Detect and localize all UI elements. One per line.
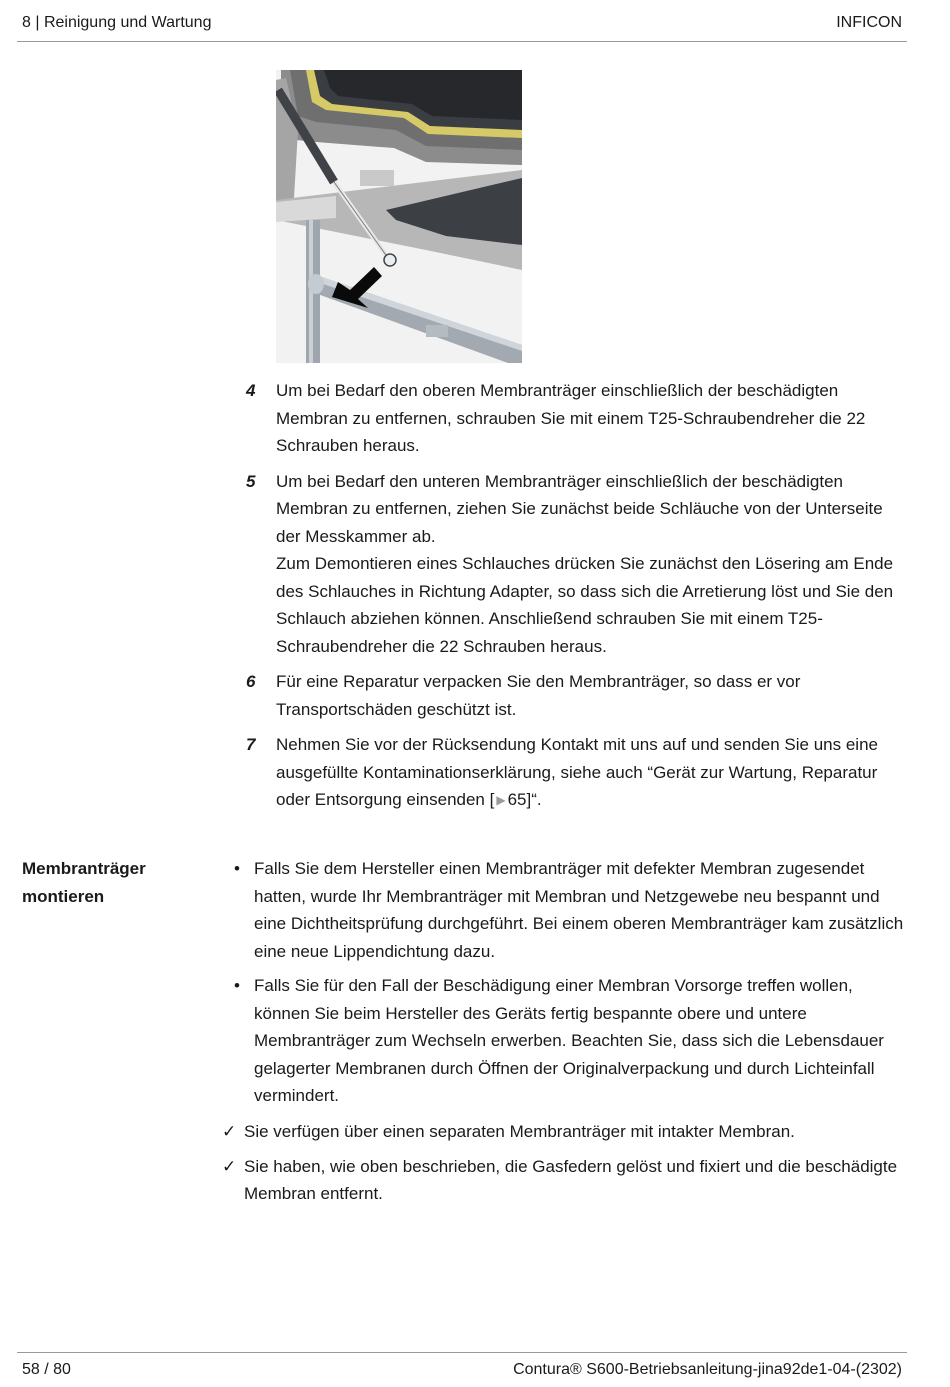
- step-text: Um bei Bedarf den unteren Membranträger einschließlich der beschädigten Membran zu entfernen, ziehen Sie zunächst beide Schläuche von der Unterseite der Messkammer ab.: [276, 471, 883, 546]
- list-item-text: Falls Sie dem Hersteller einen Membranträger mit defekter Membran zugesendet hatten, wurde Ihr Membranträger mit Membran und Netzgewebe neu bespannt und eine Dichtheitsprüfung durchgeführt. Bei einem oberen Membranträger kam zusätzlich eine neue Lippendichtung dazu.: [254, 859, 904, 961]
- step-number: 4: [246, 381, 256, 400]
- header-section-title: 8 | Reinigung und Wartung: [22, 14, 212, 31]
- step-number: 7: [246, 735, 256, 754]
- step-text-before: Nehmen Sie vor der Rücksendung Kontakt mit uns auf und senden Sie uns eine ausgefüllte Kontaminationserklärung, siehe auch “Gerät zur Wartung, Reparatur oder Entsorgung einsenden [: [276, 735, 878, 809]
- step-7: [246, 731, 906, 815]
- section-heading: [22, 855, 202, 910]
- header-brand: INFICON: [836, 14, 902, 31]
- prerequisite-text: Sie verfügen über einen separaten Membranträger mit intakter Membran.: [244, 1122, 795, 1141]
- step-6: [246, 668, 906, 723]
- prerequisite-item: [222, 1118, 904, 1146]
- step-5: [246, 468, 906, 661]
- section-heading-line2: montieren: [22, 886, 105, 906]
- document-title: Contura® S600-Betriebsanleitung-jina92de1-04-(2302): [513, 1361, 902, 1378]
- bullet-list: [232, 855, 904, 1117]
- bullet-icon: •: [234, 976, 240, 995]
- list-item: [232, 972, 904, 1110]
- prerequisite-item: [222, 1153, 904, 1208]
- footer-divider: [17, 1352, 907, 1353]
- step-text: Für eine Reparatur verpacken Sie den Membranträger, so dass er vor Transportschäden geschützt ist.: [276, 672, 801, 719]
- checkmark-icon: ✓: [222, 1122, 237, 1141]
- step-number: 5: [246, 471, 256, 491]
- step-number: 6: [246, 672, 256, 691]
- bullet-icon: •: [234, 859, 240, 878]
- step-text: Um bei Bedarf den oberen Membranträger einschließlich der beschädigten Membran zu entfernen, schrauben Sie mit einem T25-Schraubendreher die 22 Schrauben heraus.: [276, 381, 866, 455]
- prerequisite-list: [222, 1118, 904, 1215]
- prerequisite-text: Sie haben, wie oben beschrieben, die Gasfedern gelöst und fixiert und die beschädigte Membran entfernt.: [244, 1156, 898, 1203]
- step-4: [246, 377, 906, 460]
- step-text: [276, 731, 906, 815]
- page-reference-arrow-icon[interactable]: ▶: [496, 793, 506, 807]
- page-header: [22, 14, 902, 36]
- header-divider: [17, 41, 907, 42]
- procedure-steps: [246, 377, 906, 823]
- section-heading-line1: Membranträger: [22, 859, 146, 878]
- step-text-after: ]“.: [526, 790, 542, 809]
- list-item: [232, 855, 904, 965]
- list-item-text: Falls Sie für den Fall der Beschädigung einer Membran Vorsorge treffen wollen, können Sie beim Hersteller des Geräts fertig bespannte obere und untere Membranträger zum Wechseln erwerben. Beachten Sie, dass sich die Lebensdauer gelagerter Membranen durch Öffnen der Originalverpackung und durch Lichteinfall vermindert.: [254, 976, 884, 1105]
- step-text-detail: Zum Demontieren eines Schlauches drücken Sie zunächst den Lösering am Ende des Schlauches in Richtung Adapter, so dass sich die Arretierung löst und Sie den Schlauch abziehen können. Anschließend schrauben Sie mit einem T25-Schraubendreher die 22 Schrauben heraus.: [276, 554, 894, 656]
- device-illustration: [276, 70, 522, 363]
- page-number: 58 / 80: [22, 1361, 71, 1378]
- page-reference-link[interactable]: 65: [507, 790, 527, 809]
- checkmark-icon: ✓: [222, 1156, 237, 1176]
